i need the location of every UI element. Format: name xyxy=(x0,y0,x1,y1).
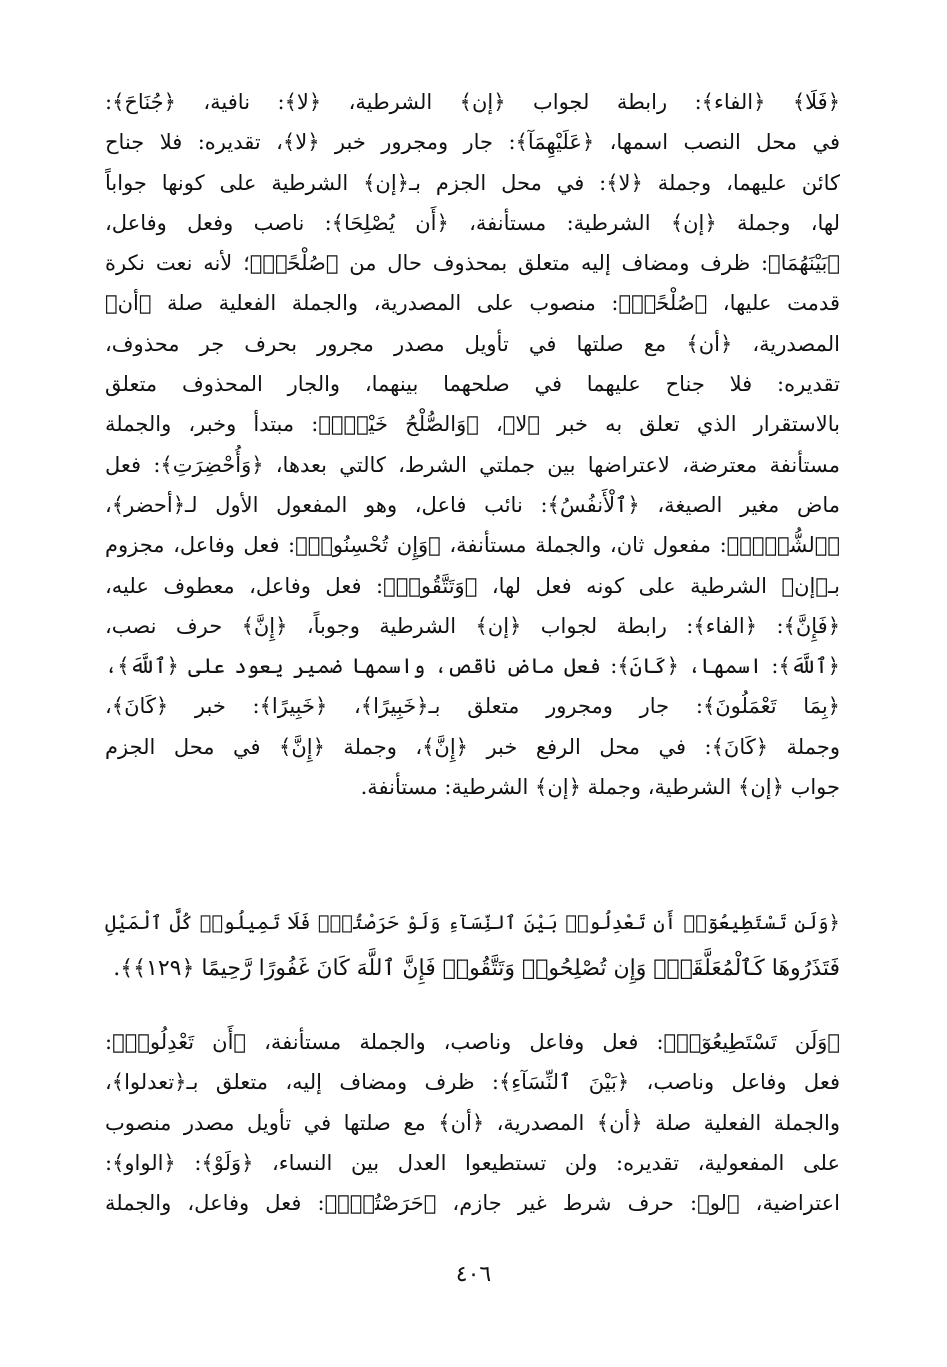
text-line: ﴿ٱلشُّحَّۚ﴾: مفعول ثان، والجملة مستأنفة، ﴿وَإِن تُحْسِنُوا۟﴾: فعل وفاعل، مجزوم xyxy=(105,533,840,558)
text-line: تقديره: فلا جناح عليهما في صلحهما بينهما، والجار المحذوف متعلق xyxy=(105,372,840,397)
text-line: ﴿وَلَن تَسْتَطِيعُوٓا۟﴾: فعل وفاعل وناصب، والجملة مستأنفة، ﴿أَن تَعْدِلُوا۟﴾: xyxy=(105,1030,840,1054)
verse-line: ﴿وَلَن تَسْتَطِيعُوٓا۟ أَن تَعْدِلُوا۟ بَيْنَ ٱلنِّسَآءِ وَلَوْ حَرَصْتُمْۖ فَلَا تَمِيلُوا۟ كُلَّ ٱلْمَيْلِ xyxy=(105,911,840,934)
text-line: ﴿ٱللَّهَ﴾: اسمها، ﴿كَانَ﴾: فعل ماض ناقص، واسمها ضمير يعود على ﴿ٱللَّهَ﴾، xyxy=(105,654,840,679)
text-line: بالاستقرار الذي تعلق به خبر ﴿لا﴾، ﴿وَالصُّلْحُ خَيْرٌۗ﴾: مبتدأ وخبر، والجملة xyxy=(105,412,840,437)
text-line: قدمت عليها، ﴿صُلْحًاۚ﴾: منصوب على المصدرية، والجملة الفعلية صلة ﴿أن﴾ xyxy=(105,291,840,316)
text-line: ﴿بَيْنَهُمَا﴾: ظرف ومضاف إليه متعلق بمحذوف حال من ﴿صُلْحًاۚ﴾؛ لأنه نعت نكرة xyxy=(105,251,840,276)
text-line: ﴿فَإِنَّ﴾: ﴿الفاء﴾: رابطة لجواب ﴿إن﴾ الشرطية وجوباً، ﴿إِنَّ﴾ حرف نصب، xyxy=(105,613,840,638)
text-line: بـ﴿إن﴾ الشرطية على كونه فعل لها، ﴿وَتَتَّقُوا۟﴾: فعل وفاعل، معطوف عليه، xyxy=(105,573,840,598)
text-line: ماض مغير الصيغة، ﴿ٱلْأَنفُسُ﴾: نائب فاعل، وهو المفعول الأول لـ﴿أحضر﴾، xyxy=(105,492,840,517)
text-line: اعتراضية، ﴿لو﴾: حرف شرط غير جازم، ﴿حَرَصْتُمْۖ﴾: فعل وفاعل، والجملة xyxy=(105,1191,840,1216)
text-line: وجملة ﴿كَانَ﴾: في محل الرفع خبر ﴿إِنَّ﴾، وجملة ﴿إِنَّ﴾ في محل الجزم xyxy=(105,734,840,759)
text-line: مستأنفة معترضة، لاعتراضها بين جملتي الشرط، كالتي بعدها، ﴿وَأُحْضِرَتِ﴾: فعل xyxy=(105,452,840,477)
text-line: المصدرية، ﴿أن﴾ مع صلتها في تأويل مصدر مجرور بحرف جر محذوف، xyxy=(105,331,840,356)
text-line: ﴿بِمَا تَعْمَلُونَ﴾: جار ومجرور متعلق بـ﴿خَبِيرًا﴾، ﴿خَبِيرًا﴾: خبر ﴿كَانَ﴾، xyxy=(105,694,840,719)
grammar-paragraph-2 xyxy=(105,1022,840,1223)
text-line: على المفعولية، تقديره: ولن تستطيعوا العدل بين النساء، ﴿وَلَوْ﴾: ﴿الواو﴾: xyxy=(105,1150,840,1175)
quran-verse xyxy=(105,900,840,992)
text-line: لها، وجملة ﴿إن﴾ الشرطية: مستأنفة، ﴿أَن يُصْلِحَا﴾: ناصب وفعل وفاعل، xyxy=(105,210,840,235)
text-line: كائن عليهما، وجملة ﴿لا﴾: في محل الجزم بـ﴿إن﴾ الشرطية على كونها جواباً xyxy=(105,170,840,195)
text-line: في محل النصب اسمها، ﴿عَلَيْهِمَآ﴾: جار ومجرور خبر ﴿لا﴾، تقديره: فلا جناح xyxy=(105,130,840,155)
page-number: ٤٠٦ xyxy=(455,1262,492,1287)
text-line: فعل وفاعل وناصب، ﴿بَيْنَ ٱلنِّسَآءِ﴾: ظرف ومضاف إليه، متعلق بـ﴿تعدلوا﴾، xyxy=(105,1070,840,1095)
verse-line: فَتَذَرُوهَا كَٱلْمُعَلَّقَةِۚ وَإِن تُصْلِحُوا۟ وَتَتَّقُوا۟ فَإِنَّ ٱللَّهَ كَانَ غَفُورًا رَّحِيمًا ﴿١٢٩﴾﴾. xyxy=(113,956,840,981)
text-line: ﴿فَلَا﴾ ﴿الفاء﴾: رابطة لجواب ﴿إن﴾ الشرطية، ﴿لا﴾: نافية، ﴿جُنَاحَ﴾: xyxy=(105,90,840,114)
grammar-paragraph-1 xyxy=(105,82,840,807)
text-line: والجملة الفعلية صلة ﴿أن﴾ المصدرية، ﴿أن﴾ مع صلتها في تأويل مصدر منصوب xyxy=(105,1110,840,1135)
text-line: جواب ﴿إن﴾ الشرطية، وجملة ﴿إن﴾ الشرطية: مستأنفة. xyxy=(360,775,840,800)
